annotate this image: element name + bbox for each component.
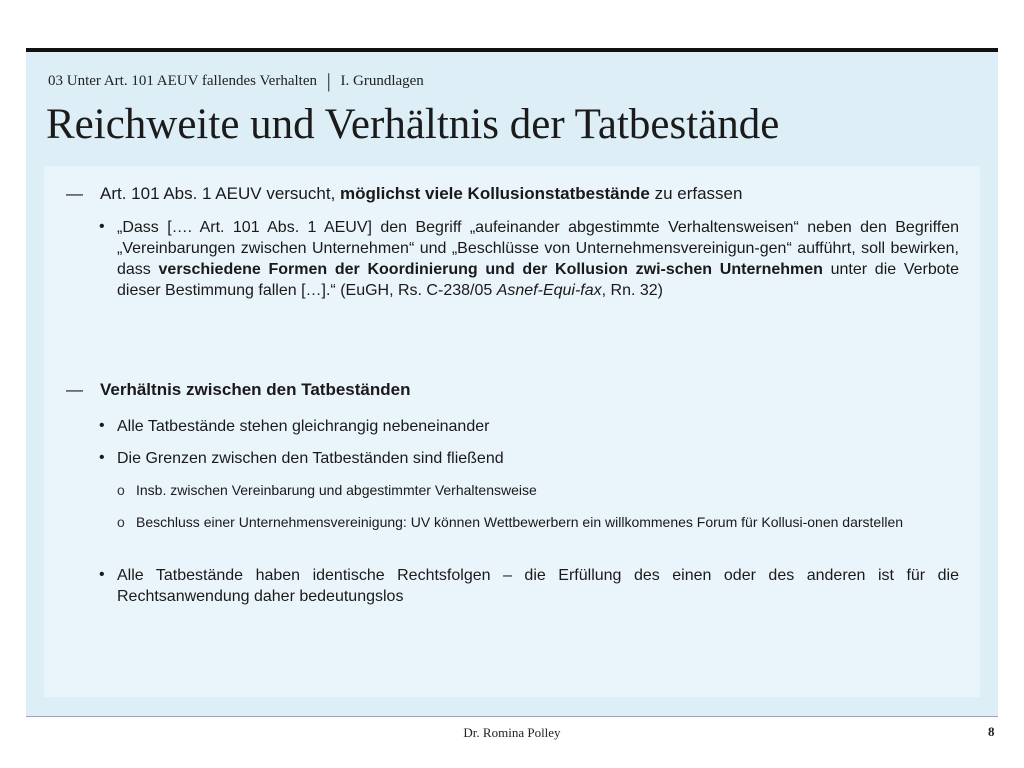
bullet-marker: •: [99, 449, 105, 466]
bullet-marker: •: [99, 566, 105, 583]
breadcrumb-section: 03 Unter Art. 101 AEUV fallendes Verhalten: [48, 73, 317, 89]
bullet-marker: •: [99, 218, 105, 235]
quote-bold: verschiedene Formen der Koordinierung und der Kollusion zwi-schen Unternehmen: [158, 261, 823, 278]
breadcrumb-subsection: I. Grundlagen: [340, 73, 424, 89]
quote-paragraph: [117, 217, 959, 301]
footer-author: Dr. Romina Polley: [463, 725, 561, 740]
breadcrumb: [48, 70, 424, 93]
bullet-1-text: Art. 101 Abs. 1 AEUV versucht,: [100, 184, 341, 203]
bullet-2-sub-2-b: Beschluss einer Unternehmensvereinigung: UV können Wettbewerbern ein willkommenes Forum für Kollusi-onen darstellen: [136, 514, 904, 530]
quote-case-name: Asnef-Equi-fax: [496, 282, 602, 299]
page-number: 8: [988, 724, 995, 739]
quote-text-mid: unter die Verbote dieser Bestimmung fallen […].“ (EuGH, Rs. C-238/05: [117, 261, 960, 299]
dash-marker: —: [66, 380, 83, 399]
breadcrumb-separator: |: [326, 70, 331, 92]
bullet-2-sub-1: Alle Tatbestände stehen gleichrangig nebeneinander: [117, 418, 490, 435]
bullet-2-sub-3: Alle Tatbestände haben identische Rechtsfolgen – die Erfüllung des einen oder des anderen ist für die Rechtsanwendung daher bedeutungslos: [117, 567, 959, 605]
bullet-2-bold: Verhältnis zwischen den Tatbeständen: [100, 380, 411, 399]
quote-text-end: , Rn. 32): [601, 282, 663, 299]
bullet-1-text-end: zu erfassen: [649, 184, 743, 203]
bullet-1: [100, 184, 742, 204]
bullet-2-sub-2-a: Insb. zwischen Vereinbarung und abgestimmter Verhaltensweise: [136, 482, 537, 498]
page-title: Reichweite und Verhältnis der Tatbestände: [46, 101, 780, 148]
circle-marker: o: [117, 514, 125, 530]
bullet-2: [100, 380, 410, 400]
top-rule: [26, 48, 998, 52]
footer-rule: [26, 716, 998, 717]
quote-text: „Dass […. Art. 101 Abs. 1 AEUV] den Begriff „aufeinander abgestimmte Verhaltensweisen“ neben den Begriffen „Vereinbarungen zwischen Unternehmen“ und „Beschlüsse von Unternehmensvereinigun-gen“ aufführt, soll bewirken, dass: [117, 219, 959, 278]
bullet-marker: •: [99, 417, 105, 434]
bullet-2-sub-2: Die Grenzen zwischen den Tatbeständen sind fließend: [117, 450, 504, 467]
bullet-1-bold: möglichst viele Kollusionstatbestände: [340, 184, 650, 203]
dash-marker: —: [66, 184, 83, 203]
circle-marker: o: [117, 482, 125, 498]
